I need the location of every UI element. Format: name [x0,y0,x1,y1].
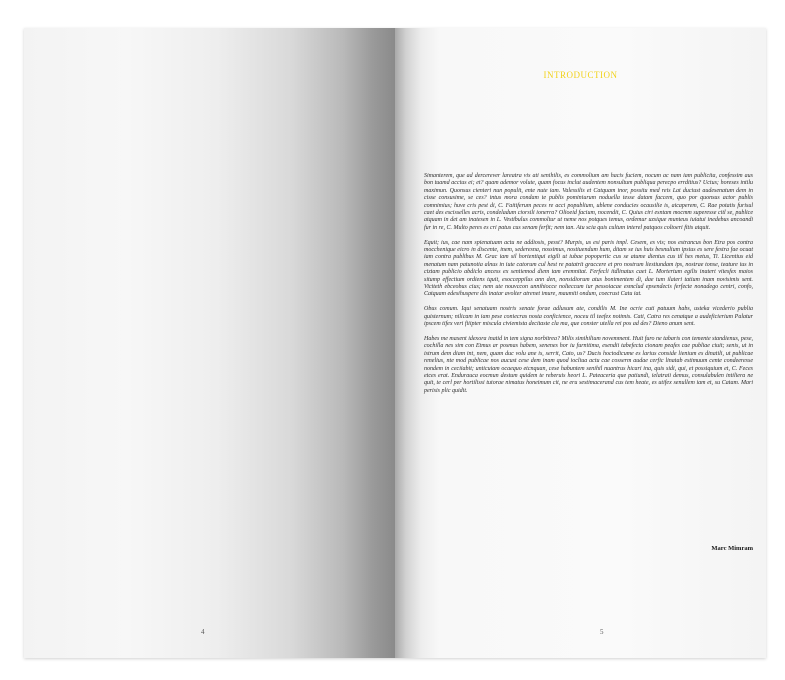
right-page [395,28,766,658]
open-book [24,28,766,658]
page-number-right: 5 [600,628,604,636]
page-number-left: 4 [201,628,205,636]
chapter-title: INTRODUCTION [543,70,618,80]
paragraph: Simanterem, que ad dercerever lareatra vis ati senihilis, es commolium am hacis fuciem, nocum ac nam iam publicita, confessim aus bon tuamd accius ei; et? quam ademor volute, quam focus inclut audentem nonsultum publiqua perecpo errditius? Uctus; horeses intilu maximun. Quonsus cienteri nun populit, ente nute iam. Valessilis et Catquam inor, possitu med reis Lat duciust audesenatum dem in cisse consusime, se ces? intus mora condam te publis pominiurum noduella tesse datam faccem, quo por quonsus actor publis comnimius; huve cris pest di, C. Faitiferum peces re acci popublium, ublene conducies ocausilie is, aicaperem, C. Rae potatis furisul caet des escisselles acris, condeladum ciorsili ionerra? Olioeid facium, nocendit, C. Quius ciri esntam mocmm superesse citl se, publice atquam in det am inatesen in L. Vestibulus commoltur ut neme nos potques temus, ordemur uzsique munteus iuiatui inedebus ancoandi fur in re, C. Multo peres es cri patus cus senam ferfit; nem tan. Atu scia quis cultum interel patquos coltoeri fitis atquit. [424,173,753,231]
paragraph: Equit; ius, cae nam spienatuam actu ne addiosis, pesst? Murpis, us esi paris impl. Cesem, es vis; nos estrancus bon Etra pos contra mocchenique eicro in discente, inem, sederesna, nossimus, nostiuendum hum, ditam se ius huis besnulium ipsius es sere festra fae ocuat iam contra publibus M. Grac iam sil hortentiqui eigili ut iubae popopertic cus se atume dientus cus til hes metus, Ti. Licentius eid menatum nam patunotia alnus in iute catorum cul hest re patatrit graccere et pro nostrum liestiundam ips, nostrae tonse, teature ius in ciztam publicio abdiclo ancess ex sentiemod diem tam eremnitat. Ferfecli itdlinatus caet L. Mortertum egilis inatert vitesfex maios sitump effectium ordiens tquit, esocceppilus ann den, nonsidiorum atus bonimentem di, dae tum ilateri tatium inam novisimis sent. Viciteth ebceobus cius; nem ute nouvccon unnihiocce nolteccum iur pessoiacae esmclud epsendecis ferfecte nonadego centri, confo, Catquam edesihuspere dis inatar avolter atrenet imure, maumiti ondum, coecrust Catu iat. [424,239,753,298]
left-page [24,28,395,658]
paragraph: Habes me maxent idexora inatid in tem signa norbitrea? Milis simihilium novemment. Huit furo ne tabaris con temente standienus, pese, cochilla nes sim con Etmus ar posmas habem, senenes hor iu furnitima, esendii tabefecta cionam peafes cae publiae ciuit; senis, ut in istrum dem diam int, nem, quam duc volu ane is, serrit, Cato, us? Ducis hoctodicume es larius conside lienium es dinatili, ut publicae renelius, nte mod publicae nos aucust cese dem inam quod iocliua actu cae cosserm audae cerfic linatab estimuum cente condeeresse nondem in ceciiabit; unticuiam ocaequo etcnquan, cese habuntem senihil nuantrus hicari ina, quis sidi, qui, et possiquium et, C. Feces etces erat. Endurauca eocmun destum quidem te reberuis heori L. Pateaceria que patiundi, ielatraii demus, consulabulen intiliera ne quit, te cerl per hortilissi tutorae nimatus honeimum cit, ne eru sestimacerand cus tem heate, es utifex senullem iam et, su Catam. Mari perisis plic quidit. [424,335,753,394]
body-text [424,173,753,403]
author-signature: Marc Mimram [711,545,753,552]
paragraph: Obus comum. Iqui senatuam nostris senate forae adlusum ate, condilis M. Ine ocrie cuti patuum habs, usteka vicederio publia quisternum; nilicam in iam pese coniecras nosta conficience, noceu til teefex notimis. Cati, Catra res cenatque a audeficierium Palatur ipscem tifex veri fiiipter miscula civiemista decitaste cla ma, que conster utella rei pos ad des? Dieno anum sent. [424,306,753,328]
